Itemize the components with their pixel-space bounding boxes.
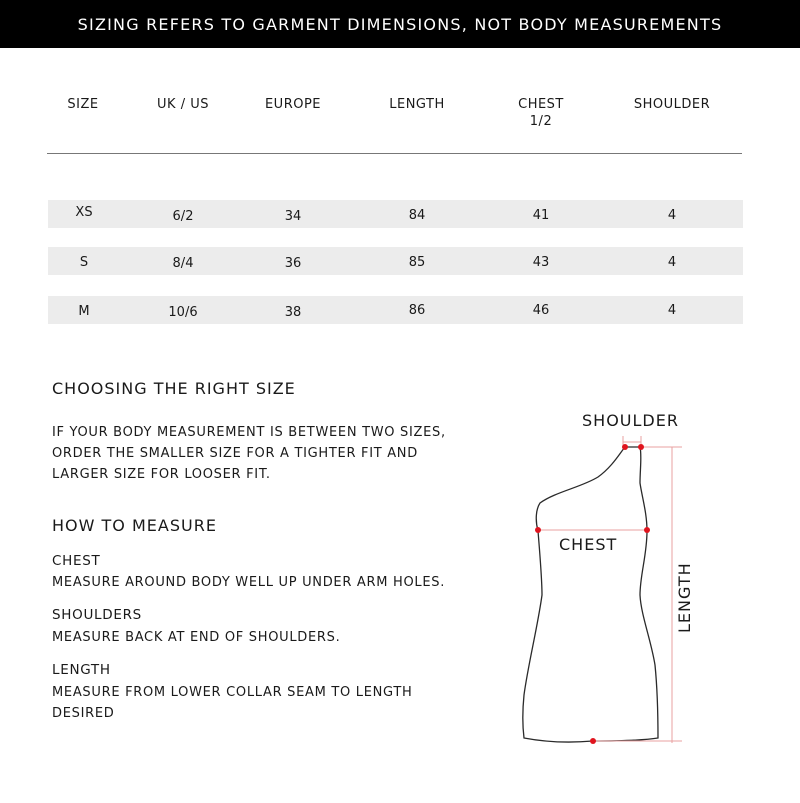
cell-size: S (79, 255, 89, 270)
cell-uk-us: 10/6 (168, 305, 198, 320)
header-chest-sublabel: 1/2 (529, 114, 553, 129)
table-row (48, 247, 743, 275)
header-chest-label: CHEST (518, 97, 564, 112)
cell-shoulder: 4 (667, 208, 677, 223)
cell-length: 84 (408, 208, 426, 223)
cell-uk-us: 8/4 (172, 256, 194, 271)
cell-chest: 41 (532, 208, 550, 223)
how-to-measure-title: HOW TO MEASURE (52, 516, 217, 535)
header-length-label: LENGTH (389, 97, 445, 112)
cell-size: M (78, 304, 90, 319)
cell-chest: 46 (532, 303, 550, 318)
marker-dot (535, 527, 541, 533)
table-row (48, 200, 743, 228)
marker-dot (590, 738, 596, 744)
header-length (389, 96, 445, 113)
choosing-line: LARGER SIZE FOR LOOSER FIT. (52, 467, 271, 482)
shoulder-label: SHOULDER (582, 411, 679, 430)
choosing-line: ORDER THE SMALLER SIZE FOR A TIGHTER FIT AND (52, 446, 418, 461)
header-europe-label: EUROPE (264, 97, 322, 112)
cell-size: XS (75, 205, 93, 220)
cell-length: 85 (408, 255, 426, 270)
cell-europe: 38 (284, 305, 302, 320)
length-line: MEASURE FROM LOWER COLLAR SEAM TO LENGTH (52, 685, 413, 700)
chest-title: CHEST (52, 553, 101, 569)
marker-dot (644, 527, 650, 533)
header-divider (47, 153, 742, 154)
cell-uk-us: 6/2 (172, 209, 194, 224)
marker-dot (622, 444, 628, 450)
length-line: DESIRED (52, 706, 115, 721)
choosing-text (52, 422, 446, 485)
header-size-label: SIZE (67, 97, 99, 112)
chest-text: MEASURE AROUND BODY WELL UP UNDER ARM HOLES. (52, 575, 446, 590)
shoulders-title: SHOULDERS (52, 607, 142, 623)
cell-chest: 43 (532, 255, 550, 270)
header-size (67, 96, 98, 113)
header-chest (518, 96, 564, 130)
choosing-title: CHOOSING THE RIGHT SIZE (52, 379, 296, 398)
dress-measurement-diagram (500, 395, 800, 755)
choosing-line: IF YOUR BODY MEASUREMENT IS BETWEEN TWO SIZES, (52, 425, 446, 440)
length-label: LENGTH (675, 562, 694, 633)
header-shoulder-label: SHOULDER (633, 97, 711, 112)
banner-text: SIZING REFERS TO GARMENT DIMENSIONS, NOT BODY MEASUREMENTS (77, 14, 723, 34)
cell-europe: 34 (284, 209, 302, 224)
dress-outline (523, 447, 658, 742)
sizing-banner (0, 0, 800, 48)
header-uk-us (157, 96, 209, 113)
marker-dot (638, 444, 644, 450)
cell-shoulder: 4 (667, 303, 677, 318)
length-text (52, 682, 412, 724)
table-row (48, 296, 743, 324)
header-uk-us-label: UK / US (157, 97, 209, 112)
header-europe (265, 96, 321, 113)
length-title: LENGTH (52, 662, 111, 678)
header-shoulder (634, 96, 710, 113)
cell-length: 86 (408, 303, 426, 318)
cell-shoulder: 4 (667, 255, 677, 270)
shoulders-text: MEASURE BACK AT END OF SHOULDERS. (52, 630, 341, 645)
chest-label: CHEST (559, 535, 618, 554)
cell-europe: 36 (284, 256, 302, 271)
